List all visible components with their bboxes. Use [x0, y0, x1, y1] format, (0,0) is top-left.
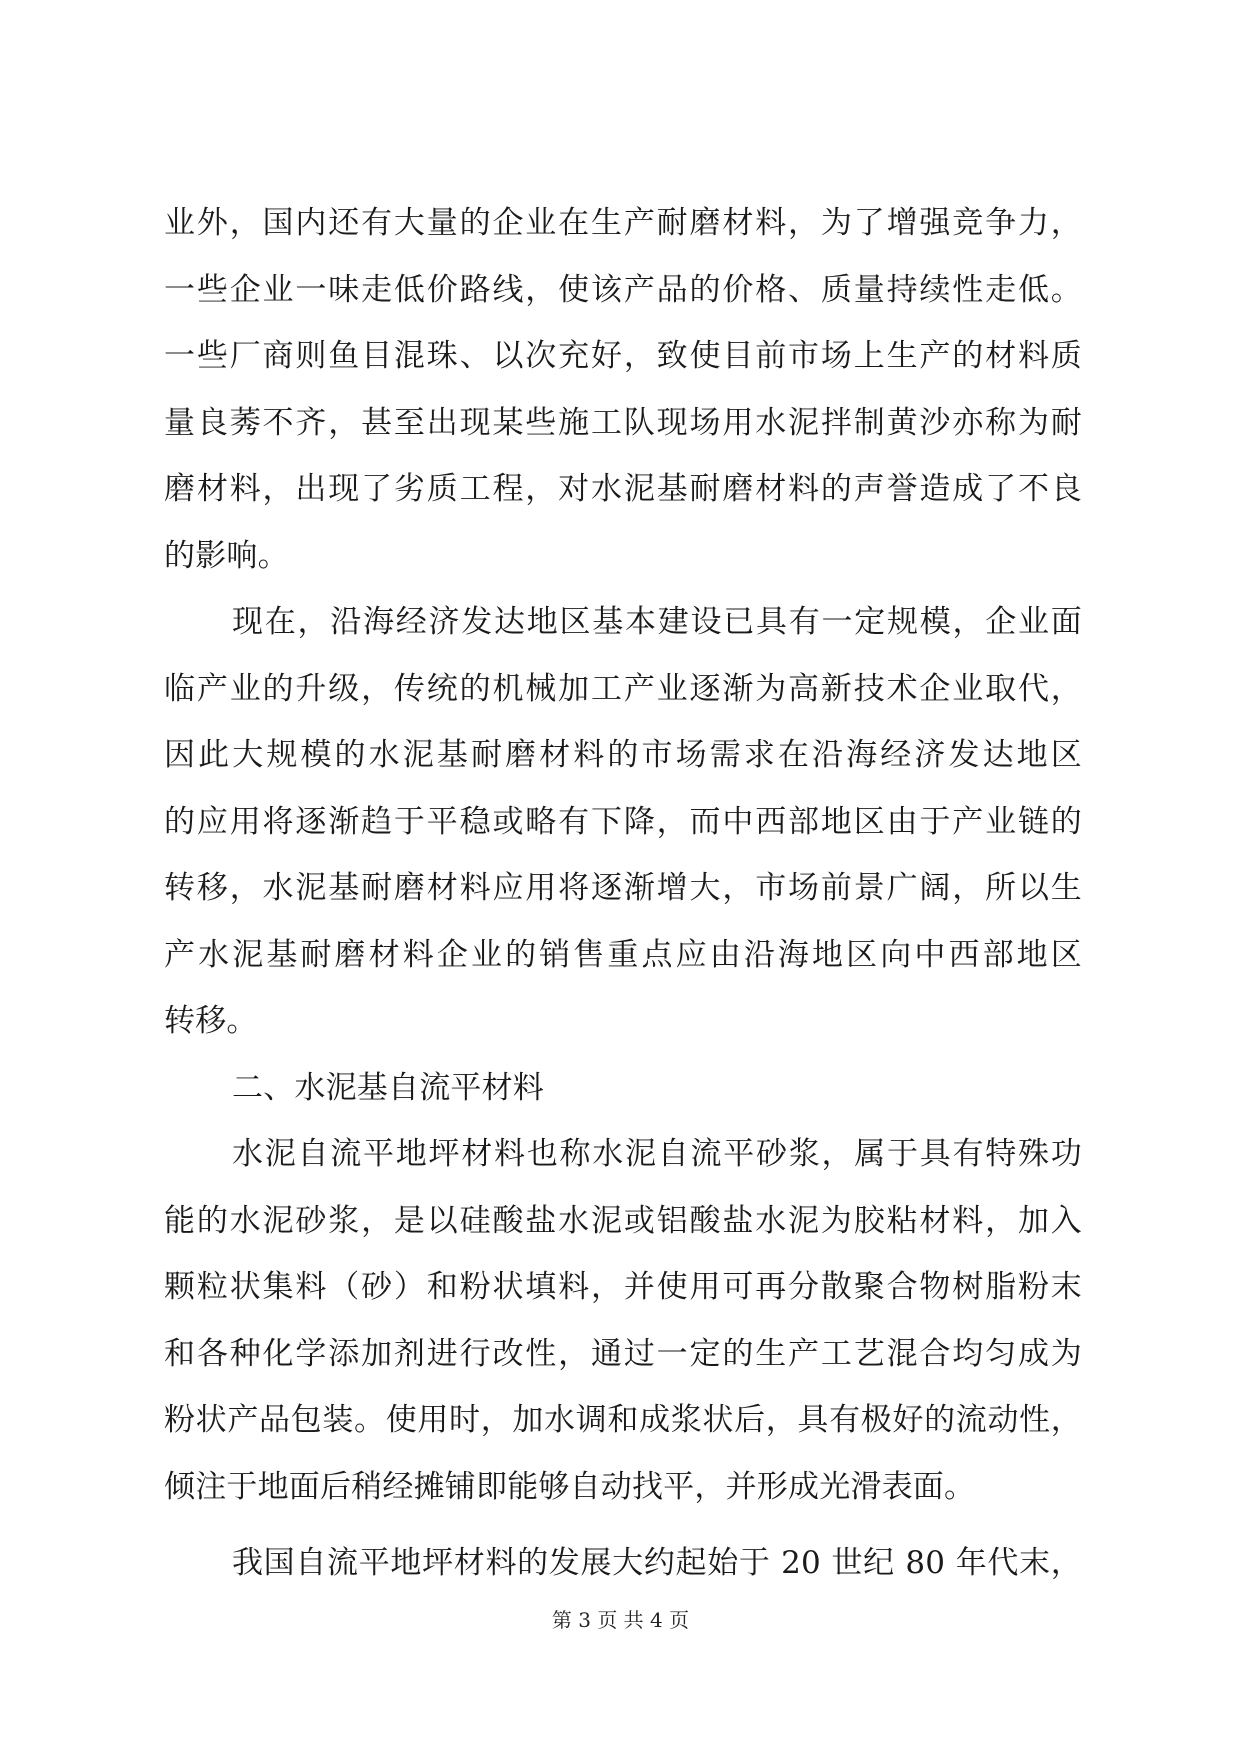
section-heading — [164, 1055, 1082, 1122]
text-line: 粉状产品包装。使用时，加水调和成浆状后，具有极好的流动性， — [164, 1402, 1082, 1438]
text-line: 一些厂商则鱼目混珠、以次充好，致使目前市场上生产的材料质 — [164, 338, 1082, 374]
text-line: 能的水泥砂浆，是以硅酸盐水泥或铝酸盐水泥为胶粘材料，加入 — [164, 1202, 1082, 1239]
text-line: 水泥自流平地坪材料也称水泥自流平砂浆，属于具有特殊功 — [232, 1136, 1082, 1172]
paragraph — [164, 1121, 1082, 1520]
paragraph — [164, 1530, 1082, 1597]
document-body — [164, 190, 1082, 1597]
text-line: 磨材料，出现了劣质工程，对水泥基耐磨材料的声誉造成了不良 — [164, 471, 1082, 507]
text-line: 我国自流平地坪材料的发展大约起始于 20 世纪 80 年代末， — [232, 1545, 1082, 1581]
text-line: 倾注于地面后稍经摊铺即能够自动找平，并形成光滑表面。 — [164, 1468, 976, 1505]
page-footer: 第 3 页 共 4 页 — [551, 1608, 690, 1632]
text-line: 量良莠不齐，甚至出现某些施工队现场用水泥拌制黄沙亦称为耐 — [164, 404, 1082, 441]
text-line: 的影响。 — [164, 537, 289, 574]
text-line: 的应用将逐渐趋于平稳或略有下降，而中西部地区由于产业链的 — [164, 803, 1082, 840]
text-line: 和各种化学添加剂进行改性，通过一定的生产工艺混合均匀成为 — [164, 1335, 1082, 1372]
text-line: 一些企业一味走低价路线，使该产品的价格、质量持续性走低。 — [164, 271, 1082, 308]
heading-line: 二、水泥基自流平材料 — [232, 1069, 544, 1106]
text-line: 产水泥基耐磨材料企业的销售重点应由沿海地区向中西部地区 — [164, 936, 1082, 973]
text-line: 颗粒状集料（砂）和粉状填料，并使用可再分散聚合物树脂粉末 — [164, 1269, 1082, 1305]
paragraph — [164, 190, 1082, 589]
text-line: 临产业的升级，传统的机械加工产业逐渐为高新技术企业取代， — [164, 670, 1082, 707]
text-line: 转移。 — [164, 1003, 258, 1039]
text-line: 因此大规模的水泥基耐磨材料的市场需求在沿海经济发达地区 — [164, 737, 1082, 773]
paragraph — [164, 589, 1082, 1055]
text-line: 现在，沿海经济发达地区基本建设已具有一定规模，企业面 — [232, 604, 1082, 640]
text-line: 业外，国内还有大量的企业在生产耐磨材料，为了增强竞争力， — [164, 205, 1082, 241]
text-line: 转移，水泥基耐磨材料应用将逐渐增大，市场前景广阔，所以生 — [164, 870, 1082, 906]
